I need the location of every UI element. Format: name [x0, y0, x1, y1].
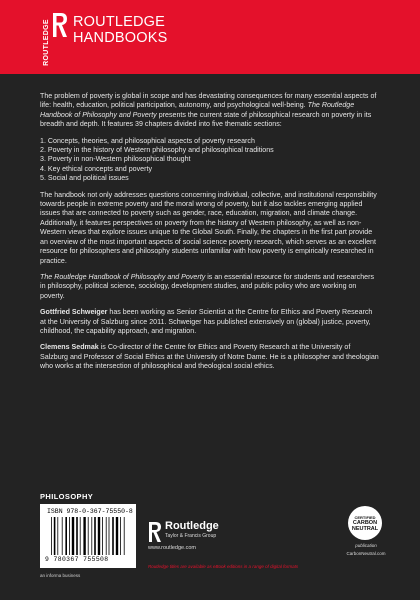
section-item: 1. Concepts, theories, and philosophical aspects of poverty research	[40, 136, 255, 145]
carbon-neutral-seal-icon: CERTIFIED CARBON NEUTRAL	[348, 506, 382, 540]
series-brand-vertical: ROUTLEDGE	[42, 18, 50, 66]
barcode-digits: 9 780367 755508	[45, 556, 109, 563]
series-title: ROUTLEDGE HANDBOOKS	[73, 14, 168, 46]
blurb-paragraph-3: The Routledge Handbook of Philosophy and Poverty is an essential resource for students and researchers in philosophy, political science, sociology, development studies, and public policy who are working on poverty.	[40, 272, 375, 300]
section-item: 3. Poverty in non-Western philosophical thought	[40, 155, 191, 164]
series-header-banner	[0, 0, 420, 74]
editor-name: Gottfried Schweiger	[40, 308, 108, 317]
publisher-url[interactable]: www.routledge.com	[148, 545, 196, 551]
section-item: 5. Social and political issues	[40, 174, 129, 183]
section-list	[40, 137, 380, 184]
isbn-label: ISBN 978-0-367-75550-8	[47, 508, 133, 515]
publisher-name: Routledge	[165, 520, 219, 532]
publisher-group: Taylor & Francis Group	[165, 533, 217, 539]
carbon-publication-label: publication	[355, 543, 377, 548]
blurb-intro: The problem of poverty is global in scope and has devastating consequences for many essential aspects of life: health, education, political participation, autonomy, and psychological well-being. The Routledge Handbook of Philosophy and Poverty presents the current state of philosophical research on poverty in its breadth and depth. It features 39 chapters divided into five thematic sections:	[40, 92, 377, 129]
section-item: 4. Key ethical concepts and poverty	[40, 164, 152, 173]
routledge-publisher-logo-icon	[148, 521, 162, 543]
editor-bio: Gottfried Schweiger has been working as Senior Scientist at the Centre for Ethics and Poverty Research at the University of Salzburg since 2011. Schweiger has published extensively on (global) justice, poverty, childhood, the capability approach, and migration.	[40, 308, 373, 335]
carbon-url[interactable]: CarbonNeutral.com	[346, 551, 386, 556]
subject-category: PHILOSOPHY	[40, 492, 94, 501]
editor-name: Clemens Sedmak	[40, 343, 99, 352]
routledge-r-logo-icon	[52, 12, 68, 38]
editor-bio: Clemens Sedmak is Co-director of the Centre for Ethics and Poverty Research at the University of Salzburg and Professor of Social Ethics at the University of Notre Dame. He is a philosopher and theologian who works at the intersection of philosophical and theological social ethics.	[40, 343, 379, 371]
blurb-paragraph-2: The handbook not only addresses questions concerning individual, collective, and institutional responsibility towards people in extreme poverty and the moral wrong of poverty, but it also tackles emerging applied issues that are connected to poverty such as gender, race, education, migration, and climate change. Additionally, it features perspectives on poverty from the history of Western philosophy, as well as non-Western views that explore issues unique to the Global South. Finally, the chapters in the first part provide an overview of the most important aspects of social science poverty research, which serves as an excellent resource for philosophers and philosophy students unfamiliar with how poverty is empirically researched in practice.	[40, 190, 377, 265]
section-item: 2. Poverty in the history of Western philosophy and philosophical traditions	[40, 146, 274, 155]
informa-tagline: an informa business	[40, 573, 81, 578]
carbon-neutral-badge	[342, 506, 390, 564]
barcode-icon	[50, 517, 128, 555]
ebook-note: Routledge titles are available as eBook editions in a range of digital formats	[148, 564, 299, 569]
isbn-barcode	[40, 504, 136, 568]
back-cover-text	[40, 92, 380, 379]
